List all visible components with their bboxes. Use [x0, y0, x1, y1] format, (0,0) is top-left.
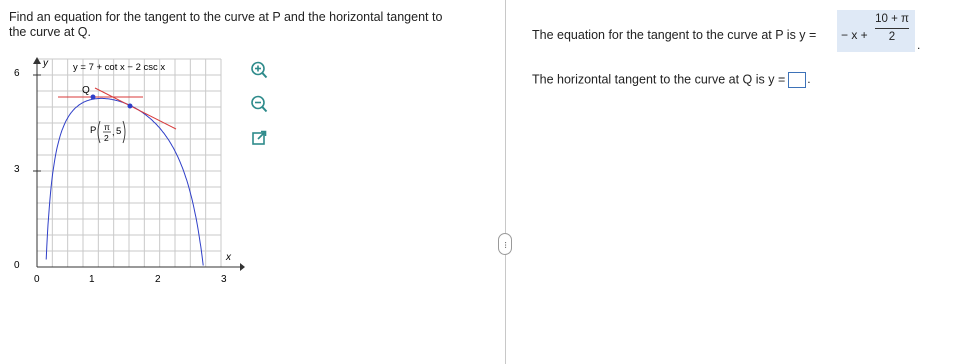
answer-pane: [510, 0, 955, 364]
point-p-letter: P: [90, 125, 97, 136]
comma: ,: [112, 127, 115, 137]
answer-fraction: [875, 13, 909, 44]
x-tick-1: 1: [89, 274, 95, 285]
answer-line-2-text: The horizontal tangent to the curve at Q is y =: [532, 72, 786, 87]
x-tick-0: 0: [34, 274, 40, 285]
answer-line-1-period: .: [917, 38, 921, 52]
fraction-bar: [875, 28, 909, 29]
x-tick-2: 2: [155, 274, 161, 285]
zoom-in-icon[interactable]: [249, 60, 269, 80]
question-line-1: Find an equation for the tangent to the curve at P and the horizontal tangent to: [9, 10, 443, 24]
answer-line-2: [532, 72, 811, 88]
graph: [0, 55, 245, 295]
x-axis-arrow: [240, 263, 245, 271]
fraction-denominator: 2: [888, 31, 896, 43]
paren-right: [123, 121, 125, 143]
equation-label: y = 7 + cot x − 2 csc x: [73, 62, 166, 73]
answer-line-1-text: The equation for the tangent to the curve at P is y =: [532, 28, 817, 42]
y-tick-3: 3: [14, 164, 20, 175]
question-text: [9, 10, 479, 40]
horizontal-tangent-input[interactable]: [788, 72, 806, 88]
y-axis-arrow: [33, 57, 41, 64]
zoom-out-icon[interactable]: [249, 94, 269, 114]
pi-numerator: π: [104, 122, 110, 132]
graph-tools: [249, 60, 269, 162]
answer-line-2-period: .: [807, 72, 811, 87]
point-p: [128, 104, 133, 109]
two-denominator: 2: [104, 133, 109, 143]
graph-grid: [37, 59, 221, 267]
point-p-label: [90, 121, 125, 143]
point-q-label: Q: [82, 85, 90, 96]
open-new-window-icon[interactable]: [249, 128, 269, 148]
y-tick-6: 6: [14, 68, 20, 79]
answer-prefix: − x +: [841, 28, 868, 42]
x-tick-3: 3: [221, 274, 227, 285]
answer-line-1: [532, 28, 816, 42]
pane-divider: [505, 0, 506, 364]
tangent-answer-box[interactable]: [837, 10, 915, 52]
x-axis-label: x: [226, 252, 231, 263]
question-line-2: the curve at Q.: [9, 25, 91, 39]
y-tick-0: 0: [14, 260, 20, 271]
point-q: [91, 95, 96, 100]
five-value: 5: [116, 126, 122, 137]
y-axis-label: y: [43, 58, 48, 69]
fraction-numerator: 10 + π: [875, 13, 909, 25]
pane-resize-handle[interactable]: ···: [498, 233, 512, 255]
